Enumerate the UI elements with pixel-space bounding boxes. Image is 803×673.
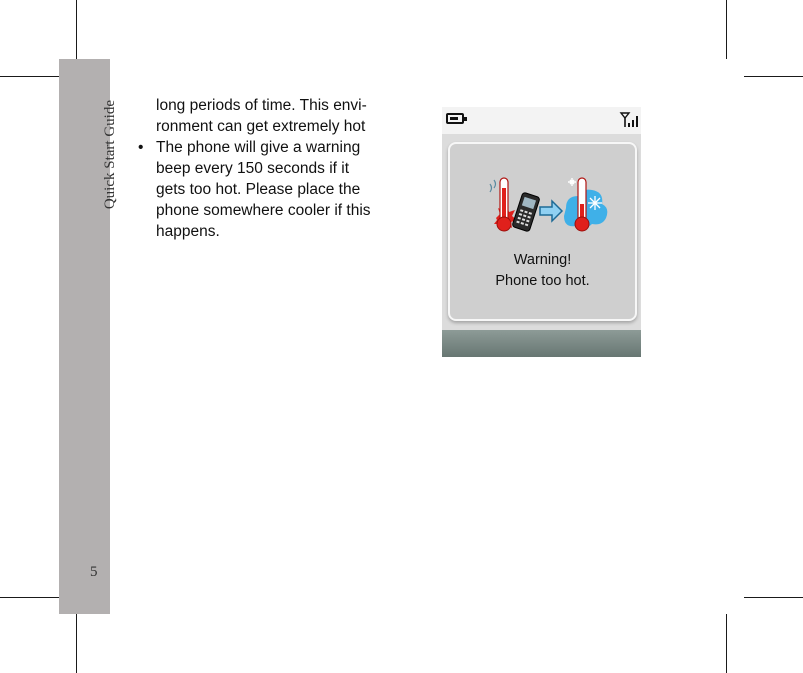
text-line: The phone will give a warning xyxy=(156,139,361,156)
snowflake-icon xyxy=(588,196,602,210)
crop-mark xyxy=(0,597,59,598)
crop-mark xyxy=(76,0,77,59)
crop-mark xyxy=(726,0,727,59)
status-bar xyxy=(442,107,641,134)
bullet-symbol: • xyxy=(138,139,144,156)
crop-mark xyxy=(726,614,727,673)
text-line: beep every 150 seconds if it xyxy=(156,160,350,177)
phone-screen xyxy=(442,107,641,357)
text-line: long periods of time. This envi- xyxy=(156,97,367,114)
crop-mark xyxy=(744,597,803,598)
overheat-illustration xyxy=(482,174,608,240)
text-line: happens. xyxy=(156,223,220,240)
warning-title: Warning! xyxy=(513,252,572,268)
warning-dialog xyxy=(448,142,637,321)
text-line: gets too hot. Please place the xyxy=(156,181,361,198)
warning-message: Phone too hot. xyxy=(495,273,590,289)
signal-strength-icon xyxy=(619,112,639,128)
text-line: phone somewhere cooler if this xyxy=(156,202,371,219)
bullet-item xyxy=(138,137,398,242)
battery-icon xyxy=(446,113,464,124)
mobile-phone-icon xyxy=(512,192,540,232)
sidebar-title: Quick Start Guide xyxy=(102,100,118,210)
crop-mark xyxy=(0,76,59,77)
crop-mark xyxy=(744,76,803,77)
crop-mark xyxy=(76,614,77,673)
body-text xyxy=(138,95,398,242)
arrow-right-icon xyxy=(540,201,562,221)
page-number: 5 xyxy=(90,564,98,580)
cold-thermometer-icon xyxy=(564,178,607,231)
text-line: ronment can get extremely hot xyxy=(156,118,366,135)
softkey-bar xyxy=(442,330,641,357)
